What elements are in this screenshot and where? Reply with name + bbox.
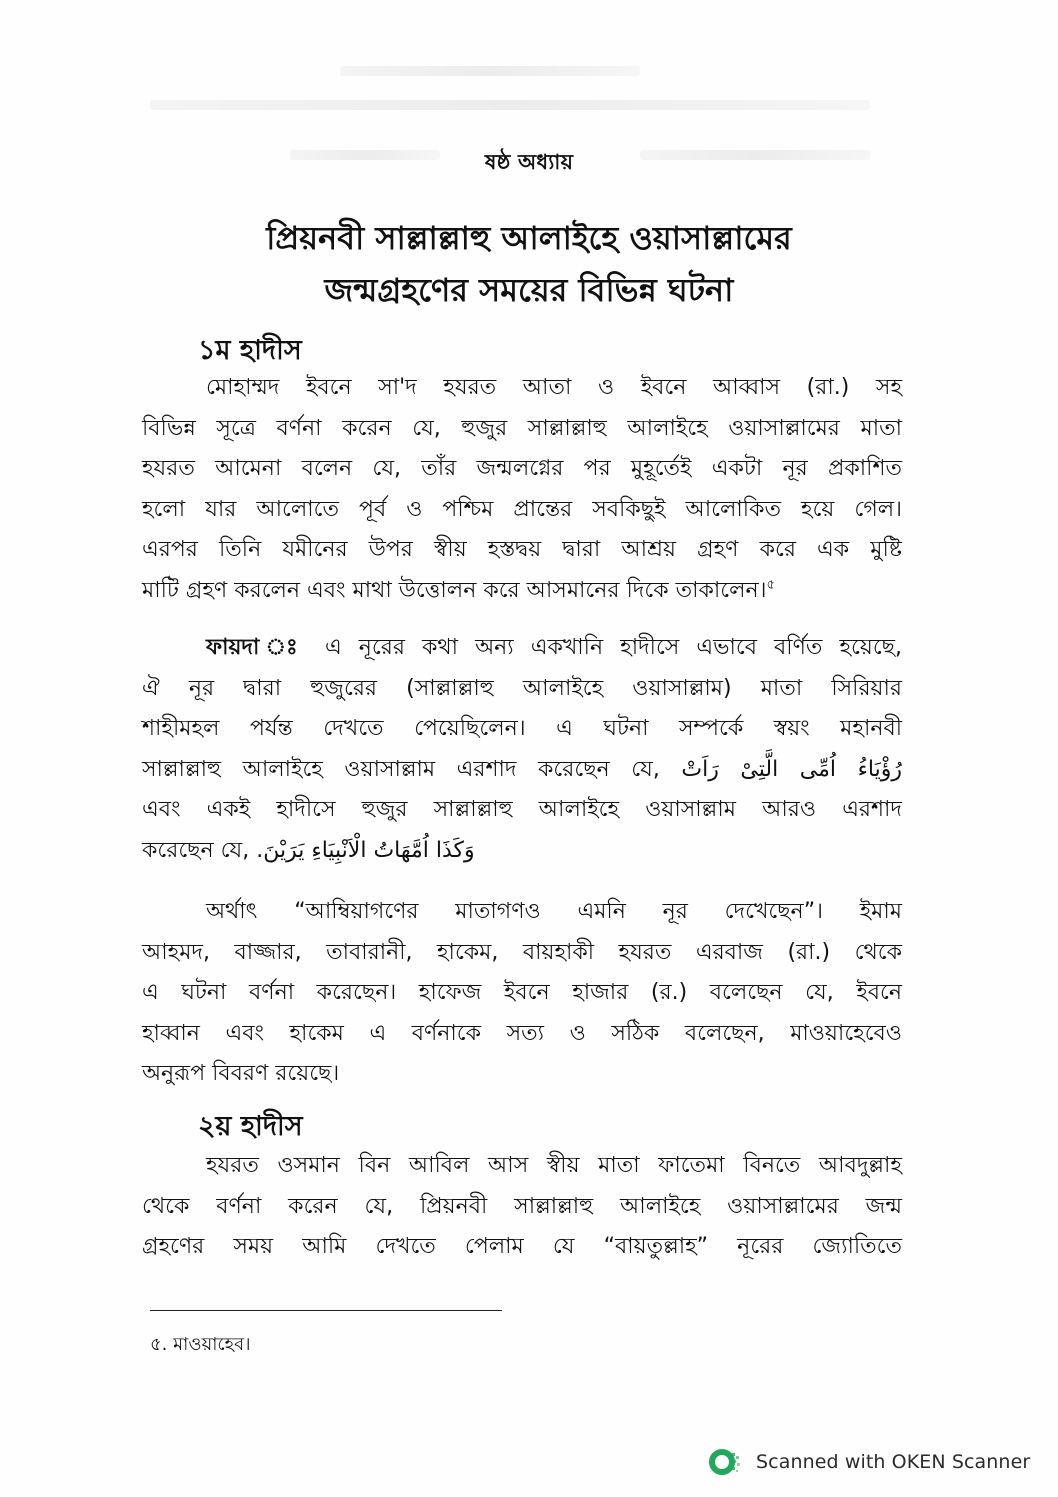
footnote-divider [150,1310,502,1311]
text-line-with-footnote [142,571,902,612]
text-line: হযরত আমেনা বলেন যে, তাঁর জন্মলগ্নের পর মুহূর্তেই একটা নূর প্রকাশিত [142,456,902,481]
text-line: গ্রহণের সময় আমি দেখতে পেলাম যে “বায়তুল্লাহ” নূরের জ্যোতিতে [142,1234,902,1259]
text-line-content: সাল্লাল্লাহু আলাইহে ওয়াসাল্লাম এরশাদ করেছেন যে, [142,756,660,782]
section-heading-hadith-1: ১ম হাদীস [198,335,302,366]
text-line: অর্থাৎ “আম্বিয়াগণের মাতাগণও এমনি নূর দেখেছেন”। ইমাম [206,899,902,924]
text-line: এ ঘটনা বর্ণনা করেছেন। হাফেজ ইবনে হাজার (র.) বলেছেন যে, ইবনে [142,980,902,1005]
text-line-content: করেছেন যে, [142,837,250,863]
faida-label: ফায়দা ঃ [206,635,308,660]
text-line: অনুরূপ বিবরণ রয়েছে। [142,1061,340,1086]
arthat-paragraph [142,892,902,1095]
bleed-through-mark [150,100,870,110]
oken-scanner-logo-icon [708,1444,744,1480]
text-line: মোহাম্মদ ইবনে সা'দ হযরত আতা ও ইবনে আব্বাস (রা.) সহ [206,375,902,400]
chapter-label: ষষ্ঠ অধ্যায় [484,150,574,174]
text-line: এবং একই হাদীসে হুজুর সাল্লাল্লাহু আলাইহে ওয়াসাল্লাম আরও এরশাদ [142,797,902,822]
text-line: এরপর তিনি যমীনের উপর স্বীয় হস্তদ্বয় দ্বারা আশ্রয় গ্রহণ করে এক মুষ্টি [142,537,902,562]
text-line: আহমদ, বাজ্জার, তাবারানী, হাকেম, বায়হাকী হযরত এরবাজ (রা.) থেকে [142,939,902,965]
hadith-1-paragraph [142,368,902,611]
text-line: মাটি গ্রহণ করলেন এবং মাথা উত্তোলন করে আসমানের দিকে তাকালেন। [142,577,767,603]
chapter-title-line-2: জন্মগ্রহণের সময়ের বিভিন্ন ঘটনা [324,271,734,309]
bleed-through-mark [340,66,640,76]
text-line: বিভিন্ন সূত্রে বর্ণনা করেন যে, হুজুর সাল্লাল্লাহু আলাইহে ওয়াসাল্লামের মাতা [142,415,902,441]
text-line: হযরত ওসমান বিন আবিল আস স্বীয় মাতা ফাতেমা বিনতে আবদুল্লাহ [206,1153,902,1178]
chapter-title [0,212,1058,316]
text-line: থেকে বর্ণনা করেন যে, প্রিয়নবী সাল্লাল্লাহু আলাইহে ওয়াসাল্লামের জন্ম [142,1193,902,1219]
scanner-watermark-text: Scanned with OKEN Scanner [756,1451,1031,1473]
section-heading-hadith-2: ২য় হাদীস [198,1111,303,1142]
chapter-title-line-1: প্রিয়নবী সাল্লাল্লাহু আলাইহে ওয়াসাল্লামের [266,219,792,257]
text-line-with-arabic [142,831,902,872]
text-line-content: এ নূরের কথা অন্য একখানি হাদীসে এভাবে বর্ণিত হয়েছে, [324,635,902,660]
text-line-with-arabic [142,750,902,791]
text-line: হলো যার আলোতে পূর্ব ও পশ্চিম প্রান্তের সবকিছুই আলোকিত হয়ে গেল। [142,496,902,522]
scanner-watermark [708,1444,1030,1480]
arabic-quote-2: وَكَذَا اُمَّهَاتُ الْاَنْبِيَاءِ يَرَيْنَ. [256,837,475,863]
footnote-reference[interactable]: ৫ [766,577,775,593]
text-line: হাব্বান এবং হাকেম এ বর্ণনাকে সত্য ও সঠিক বলেছেন, মাওয়াহেবেও [142,1020,902,1046]
text-line: ঐ নূর দ্বারা হুজুরের (সাল্লাল্লাহু আলাইহে ওয়াসাল্লাম) মাতা সিরিয়ার [142,675,902,701]
footnote-5: ৫. মাওয়াহেব। [150,1334,251,1355]
text-line [142,628,902,669]
arabic-quote-1: رُؤْيَاءُ اُمِّى الَّتِىْ رَاَتْ [681,756,903,782]
text-line: শাহীমহল পর্যন্ত দেখতে পেয়েছিলেন। এ ঘটনা সম্পর্কে স্বয়ং মহানবী [142,716,902,741]
faida-paragraph [142,628,902,871]
hadith-2-paragraph [142,1146,902,1268]
